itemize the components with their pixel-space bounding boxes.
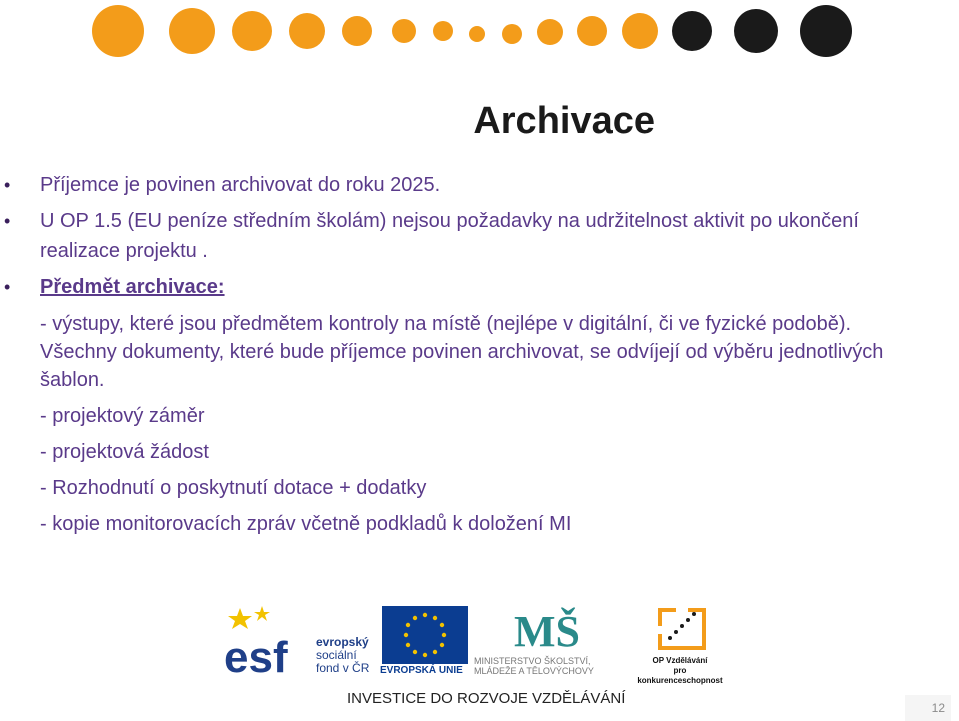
dot-orange bbox=[433, 21, 453, 41]
dot-orange bbox=[537, 19, 563, 45]
bullet-text: U OP 1.5 (EU peníze středním školám) nejsou požadavky na udržitelnost aktivit po ukončení realizace projektu . bbox=[40, 210, 859, 262]
msmt-label bbox=[474, 656, 634, 676]
bullet-icon: • bbox=[4, 175, 11, 195]
bullet-icon: • bbox=[4, 277, 11, 297]
svg-text:esf: esf bbox=[224, 633, 288, 678]
list-item: - projektová žádost bbox=[40, 441, 209, 463]
list-item: - kopie monitorovacích zpráv včetně podkladů k doložení MI bbox=[40, 513, 572, 535]
op-line: pro konkurenceschopnost bbox=[637, 666, 723, 685]
op-label bbox=[630, 656, 730, 686]
dot-orange bbox=[469, 26, 485, 42]
slide-title: Archivace bbox=[473, 100, 655, 142]
esf-line: fond v ČR bbox=[316, 661, 370, 675]
subject-heading: Předmět archivace: bbox=[40, 276, 225, 298]
dot-orange bbox=[92, 5, 144, 57]
subject-paragraph: - výstupy, které jsou předmětem kontroly na místě (nejlépe v digitální, či ve fyzické podobě). Všechny dokumenty, které bude příjemce povinen archivovat, se odvíjejí od výběru jednotlivých šablon. bbox=[40, 313, 884, 391]
esf-name bbox=[316, 636, 369, 675]
bullet-icon: • bbox=[4, 211, 11, 231]
dot-dark bbox=[734, 9, 778, 53]
eu-label: EVROPSKÁ UNIE bbox=[380, 665, 463, 676]
investice-tagline: INVESTICE DO ROZVOJE VZDĚLÁVÁNÍ bbox=[347, 690, 626, 707]
msmt-line: MINISTERSTVO ŠKOLSTVÍ, bbox=[474, 656, 591, 666]
slide-content bbox=[0, 170, 930, 538]
msmt-line: MLÁDEŽE A TĚLOVÝCHOVY bbox=[474, 666, 594, 676]
dot-orange bbox=[289, 13, 325, 49]
esf-line: evropský bbox=[316, 635, 369, 649]
esf-logo-icon bbox=[222, 604, 314, 678]
dot-orange bbox=[392, 19, 416, 43]
list-item: - Rozhodnutí o poskytnutí dotace + dodatky bbox=[40, 477, 427, 499]
dot-orange bbox=[622, 13, 658, 49]
msmt-logo-icon bbox=[512, 604, 592, 654]
dot-orange bbox=[169, 8, 215, 54]
dot-orange bbox=[502, 24, 522, 44]
bullet-item bbox=[0, 206, 930, 266]
slide-number: 12 bbox=[905, 695, 951, 721]
dot-orange bbox=[342, 16, 372, 46]
dot-dark bbox=[800, 5, 852, 57]
dot-dark bbox=[672, 11, 712, 51]
esf-line: sociální bbox=[316, 648, 357, 662]
bullet-text: Příjemce je povinen archivovat do roku 2025. bbox=[40, 174, 441, 196]
eu-flag-icon bbox=[382, 606, 468, 664]
op-logo-icon bbox=[654, 604, 710, 654]
dot-orange bbox=[232, 11, 272, 51]
dot-orange bbox=[577, 16, 607, 46]
op-line: OP Vzdělávání bbox=[652, 656, 708, 665]
bullet-item bbox=[0, 272, 930, 302]
list-item: - projektový záměr bbox=[40, 405, 205, 427]
svg-text:MŠ: MŠ bbox=[514, 607, 580, 654]
bullet-item bbox=[0, 170, 930, 200]
decorative-dots bbox=[0, 0, 959, 70]
